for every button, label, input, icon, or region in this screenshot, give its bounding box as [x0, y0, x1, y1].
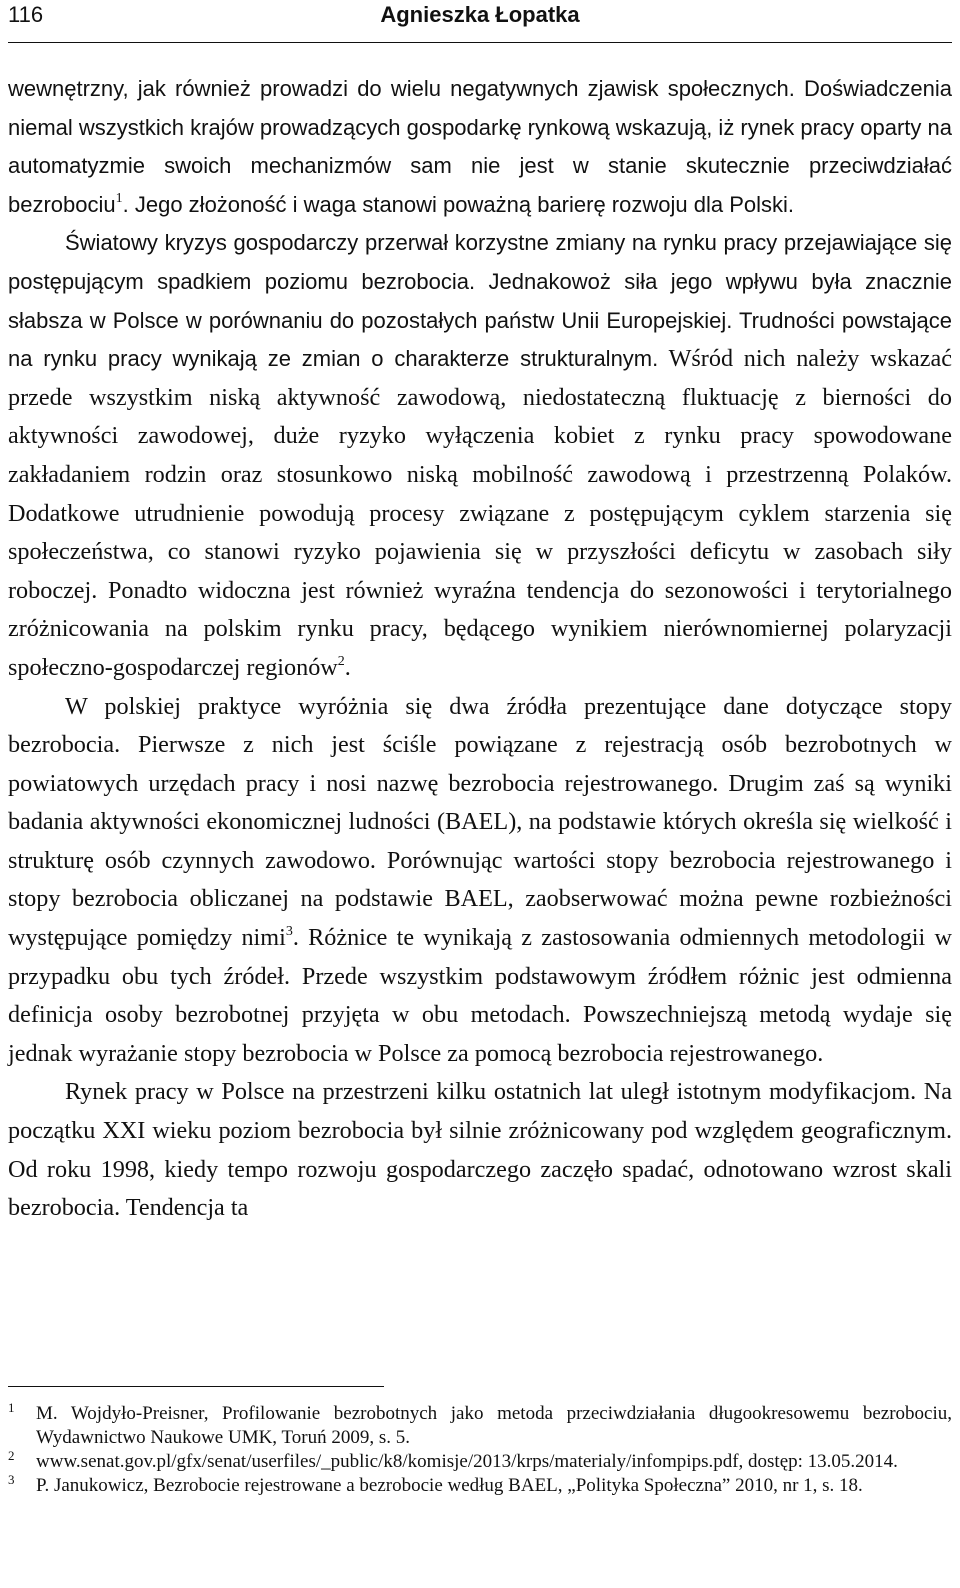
footnotes: [8, 1402, 952, 1498]
footnote-ref-3[interactable]: 3: [285, 924, 293, 940]
body-text: [8, 70, 952, 1228]
footnote-1: [8, 1402, 952, 1450]
footnote-number: 1: [8, 1400, 15, 1415]
footnote-divider: [8, 1386, 384, 1387]
paragraph-1: wewnętrzny, jak również prowadzi do wielu negatywnych zjawisk społecznych. Doświadczenia niemal wszystkich krajów prowadzących gospodarkę rynkową wskazują, iż rynek pracy oparty na automatyzmie swoich mechanizmów sam nie jest w stanie skutecznie przeciwdziałać bezrobociu$^1$. Jego złożoność i waga stanowi poważną barierę rozwoju dla Polski.: [8, 76, 952, 217]
paragraph-3: W polskiej praktyce wyróżnia się dwa źródła prezentujące dane dotyczące stopy bezrobocia. Pierwsze z nich jest ściśle powiązane z rejestracją osób bezrobotnych w powiatowych urzędach pracy i nosi nazwę bezrobocia rejestrowanego. Drugim zaś są wyniki badania aktywności ekonomicznej ludności (BAEL), na podstawie których określa się wielkość i strukturę osób czynnych zawodowo. Porównując wartości stopy bezrobocia rejestrowanego i stopy bezrobocia obliczanej na podstawie BAEL, zaobserwować można pewne rozbieżności występujące pomiędzy nimi$^3$. Różnice te wynikają z zastosowania odmiennych metodologii w przypadku obu tych źródeł. Przede wszystkim podstawowym źródłem różnic jest odmienna definicja osoby bezrobotnej przyjęta w obu metodach. Powszechniejszą metodą wydaje się jednak wyrażanie stopy bezrobocia w Polsce za pomocą bezrobocia rejestrowanego.: [8, 692, 952, 1067]
footnote-number: 3: [8, 1472, 15, 1487]
running-head-author: Agnieszka Łopatka: [380, 2, 580, 27]
footnote-text: P. Janukowicz, Bezrobocie rejestrowane a bezrobocie według BAEL, „Polityka Społeczna” 2010, nr 1, s. 18.: [36, 1475, 863, 1496]
header-divider: [8, 42, 952, 43]
footnote-text: M. Wojdyło-Preisner, Profilowanie bezrobotnych jako metoda przeciwdziałania długookresowemu bezrobociu, Wydawnictwo Naukowe UMK, Toruń 2009, s. 5.: [36, 1403, 952, 1448]
footnote-ref-2[interactable]: 2: [337, 653, 345, 669]
footnote-3: [8, 1474, 952, 1498]
paragraph-4: Rynek pracy w Polsce na przestrzeni kilku ostatnich lat uległ istotnym modyfikacjom. Na początku XXI wieku poziom bezrobocia był silnie zróżnicowany pod względem geograficznym. Od roku 1998, kiedy tempo rozwoju gospodarczego zaczęło spadać, odnotowano wzrost skali bezrobocia. Tendencja ta: [8, 1078, 952, 1222]
page-header: [8, 0, 952, 34]
page-number: 116: [8, 2, 44, 27]
footnote-link[interactable]: www.senat.gov.pl/gfx/senat/userfiles/_public/k8/komisje/2013/krps/materialy/infompips.pdf, dostęp: 13.05.2014.: [36, 1451, 898, 1472]
footnote-ref-1[interactable]: 1: [115, 190, 123, 206]
footnote-2: [8, 1450, 952, 1474]
footnote-number: 2: [8, 1448, 15, 1463]
paragraph-2: Światowy kryzys gospodarczy przerwał korzystne zmiany na rynku pracy przejawiające się postępującym spadkiem poziomu bezrobocia. Jednakowoż siła jego wpływu była znacznie słabsza w Polsce w porównaniu do pozostałych państw Unii Europejskiej. Trudności powstające na rynku pracy wynikają ze zmian o charakterze strukturalnym. Wśród nich należy wskazać przede wszystkim niską aktywność zawodową, niedostateczną fluktuację z bierności do aktywności zawodowej, duże ryzyko wyłączenia kobiet z rynku pracy spowodowane zakładaniem rodzin oraz stosunkowo niską mobilność zawodową i przestrzenną Polaków. Dodatkowe utrudnienie powodują procesy związane z postępującym cyklem starzenia się społeczeństwa, co stanowi ryzyko pojawienia się w przyszłości deficytu w zasobach siły roboczej. Ponadto widoczna jest również wyraźna tendencja do sezonowości i terytorialnego zróżnicowania na polskim rynku pracy, będącego wynikiem nierównomiernej polaryzacji społeczno-gospodarczej regionów$^2$.: [8, 230, 952, 681]
